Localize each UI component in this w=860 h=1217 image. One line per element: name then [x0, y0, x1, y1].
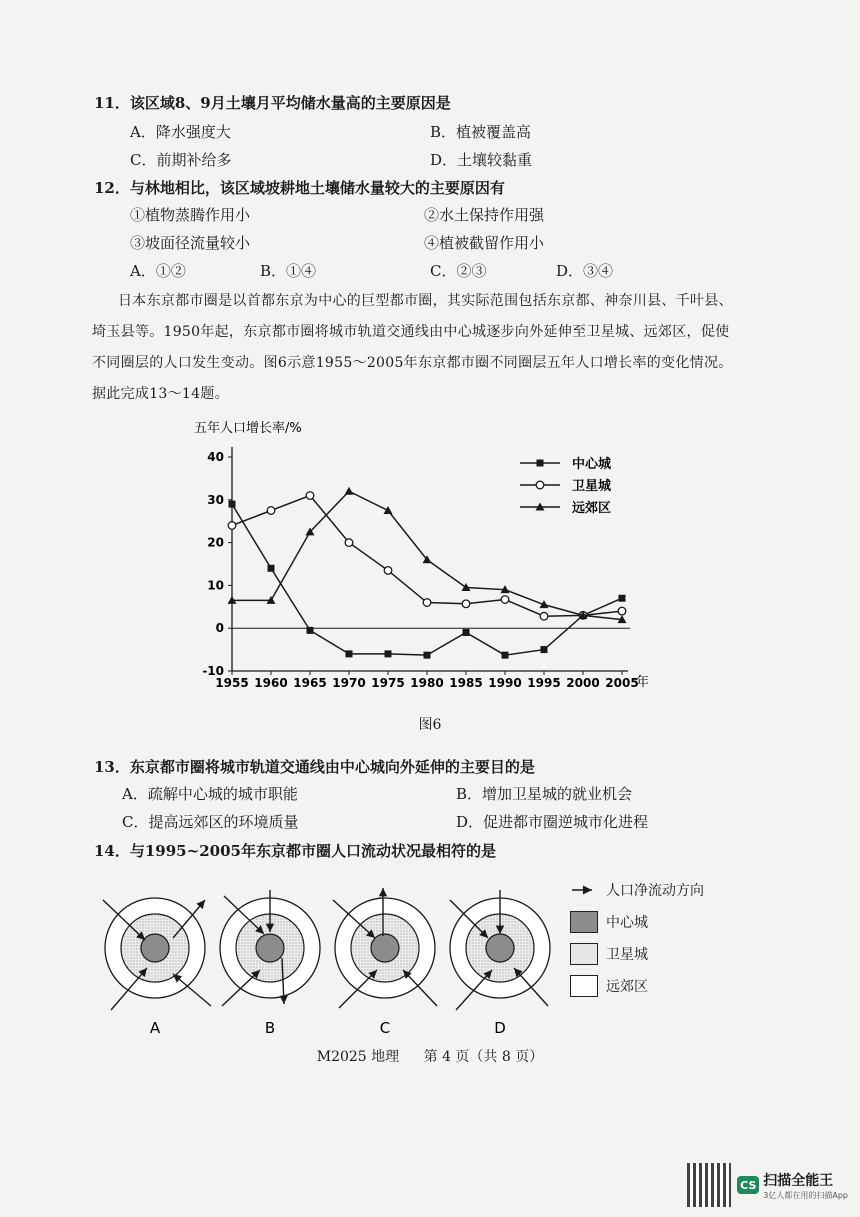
- data-point: [267, 507, 275, 515]
- legend-satellite-row: [570, 940, 730, 968]
- y-axis-label: 五年人口增长率/%: [194, 421, 302, 436]
- y-tick-label: 20: [207, 535, 224, 550]
- x-tick-label: 2005: [605, 676, 639, 690]
- data-point: [268, 565, 275, 572]
- satellite-swatch: [570, 943, 598, 965]
- ring-diagram-a: [103, 898, 211, 1037]
- question-11-stem: 11．该区域8、9月土壤月平均储水量高的主要原因是: [94, 94, 451, 112]
- passage-text: 日本东京都市圈是以首都东京为中心的巨型都市圈，其实际范围包括东京都、神奈川县、千叶县、埼玉县等。1950年起，东京都市圈将城市轨道交通线由中心城逐步向外延伸至卫星城、远郊区，促使不同圈层的人口发生变动。图6示意1955～2005年东京都市圈不同圈层五年人口增长率的变化情况。据此完成13～14题。: [92, 293, 733, 402]
- x-tick-label: 1985: [449, 676, 483, 690]
- q11-option-d: D．土壤较黏重: [430, 151, 533, 169]
- data-point: [462, 600, 470, 608]
- x-tick-label: 1990: [488, 676, 522, 690]
- data-point: [345, 539, 353, 547]
- x-axis-unit: 年: [636, 675, 650, 690]
- data-point: [306, 492, 314, 500]
- question-12-stem: 12．与林地相比，该区域坡耕地土壤储水量较大的主要原因有: [94, 179, 505, 197]
- q12-option-c: C．②③: [430, 262, 487, 280]
- data-point: [228, 522, 236, 530]
- outer-swatch: [570, 975, 598, 997]
- q12-statement-3: ③坡面径流量较小: [130, 234, 251, 252]
- scanner-app-tagline: 3亿人都在用的扫描App: [763, 1190, 848, 1200]
- legend-label: 中心城: [572, 457, 612, 472]
- ring-diagram-b: [220, 890, 320, 1037]
- q14-legend: [570, 876, 730, 1000]
- q11-option-a: A．降水强度大: [130, 123, 231, 141]
- cs-logo-icon: CS: [737, 1176, 759, 1194]
- q12-statement-2: ②水土保持作用强: [424, 206, 545, 224]
- data-point: [345, 487, 354, 495]
- q13-option-d: D．促进都市圈逆城市化进程: [456, 813, 649, 831]
- q11-option-c: C．前期补给多: [130, 151, 232, 169]
- data-point: [618, 607, 626, 615]
- data-point: [229, 501, 236, 508]
- data-point: [540, 612, 548, 620]
- x-tick-label: 1955: [215, 676, 249, 690]
- ring-diagram-c: [333, 888, 437, 1037]
- reading-passage: [92, 286, 742, 410]
- data-point: [384, 506, 393, 514]
- q12-option-b: B．①④: [260, 262, 317, 280]
- data-point: [502, 652, 509, 659]
- data-point: [424, 652, 431, 659]
- option-label: A: [149, 1019, 161, 1037]
- data-point: [541, 646, 548, 653]
- question-13-stem: 13．东京都市圈将城市轨道交通线由中心城向外延伸的主要目的是: [94, 758, 535, 776]
- scanner-watermark: [687, 1163, 848, 1207]
- center-city: [256, 934, 284, 962]
- series-line: [232, 504, 622, 655]
- q14-option-diagrams: [100, 870, 560, 1040]
- q11-option-b: B．植被覆盖高: [430, 123, 532, 141]
- data-point: [346, 650, 353, 657]
- data-point: [385, 650, 392, 657]
- data-point: [423, 599, 431, 607]
- option-label: C: [379, 1019, 391, 1037]
- footer-page-number: 第 4 页（共 8 页）: [423, 1049, 544, 1065]
- center-city: [371, 934, 399, 962]
- legend-center-row: [570, 908, 730, 936]
- data-point: [463, 629, 470, 636]
- page-footer: [0, 1046, 860, 1066]
- data-point: [619, 595, 626, 602]
- center-swatch: [570, 911, 598, 933]
- legend-label: 远郊区: [572, 501, 612, 516]
- x-tick-label: 1960: [254, 676, 288, 690]
- legend-marker: [537, 460, 544, 467]
- q12-option-d: D．③④: [556, 262, 614, 280]
- x-tick-label: 1970: [332, 676, 366, 690]
- y-tick-label: -10: [202, 664, 224, 678]
- q12-statement-4: ④植被截留作用小: [424, 234, 545, 252]
- q13-option-c: C．提高远郊区的环境质量: [122, 813, 299, 831]
- data-point: [307, 627, 314, 634]
- y-tick-label: 10: [207, 578, 224, 593]
- ring-diagram-d: [450, 890, 550, 1037]
- center-city: [141, 934, 169, 962]
- q13-option-b: B．增加卫星城的就业机会: [456, 785, 633, 803]
- legend-marker: [536, 481, 544, 489]
- x-tick-label: 1975: [371, 676, 405, 690]
- y-tick-label: 30: [207, 492, 224, 507]
- series-1: [229, 501, 626, 659]
- legend-outer-label: 远郊区: [606, 979, 648, 995]
- x-tick-label: 2000: [566, 676, 600, 690]
- scanner-app-name: 扫描全能王: [763, 1172, 834, 1189]
- legend-satellite-label: 卫星城: [606, 947, 648, 963]
- y-tick-label: 0: [215, 621, 224, 636]
- x-tick-label: 1965: [293, 676, 327, 690]
- x-tick-label: 1980: [410, 676, 444, 690]
- q13-option-a: A．疏解中心城的城市职能: [122, 785, 298, 803]
- center-city: [486, 934, 514, 962]
- q12-option-a: A．①②: [130, 262, 186, 280]
- option-label: B: [264, 1019, 276, 1037]
- footer-code: M2025 地理: [316, 1049, 400, 1065]
- data-point: [501, 596, 509, 604]
- legend-outer-row: [570, 972, 730, 1000]
- x-tick-label: 1995: [527, 676, 561, 690]
- option-label: D: [494, 1019, 506, 1037]
- qr-code-icon: [687, 1163, 731, 1207]
- y-tick-label: 40: [207, 450, 224, 464]
- legend-arrow-row: [570, 876, 730, 904]
- legend-center-label: 中心城: [606, 915, 648, 931]
- question-14-stem: 14．与1995~2005年东京都市圈人口流动状况最相符的是: [94, 842, 496, 860]
- data-point: [384, 567, 392, 575]
- q12-statement-1: ①植物蒸腾作用小: [130, 206, 251, 224]
- figure-caption: 图6: [418, 717, 442, 733]
- figure-6-line-chart: [180, 415, 680, 725]
- legend-arrow-label: 人口净流动方向: [606, 883, 704, 899]
- arrow-icon: [570, 885, 600, 895]
- legend-label: 卫星城: [572, 479, 612, 494]
